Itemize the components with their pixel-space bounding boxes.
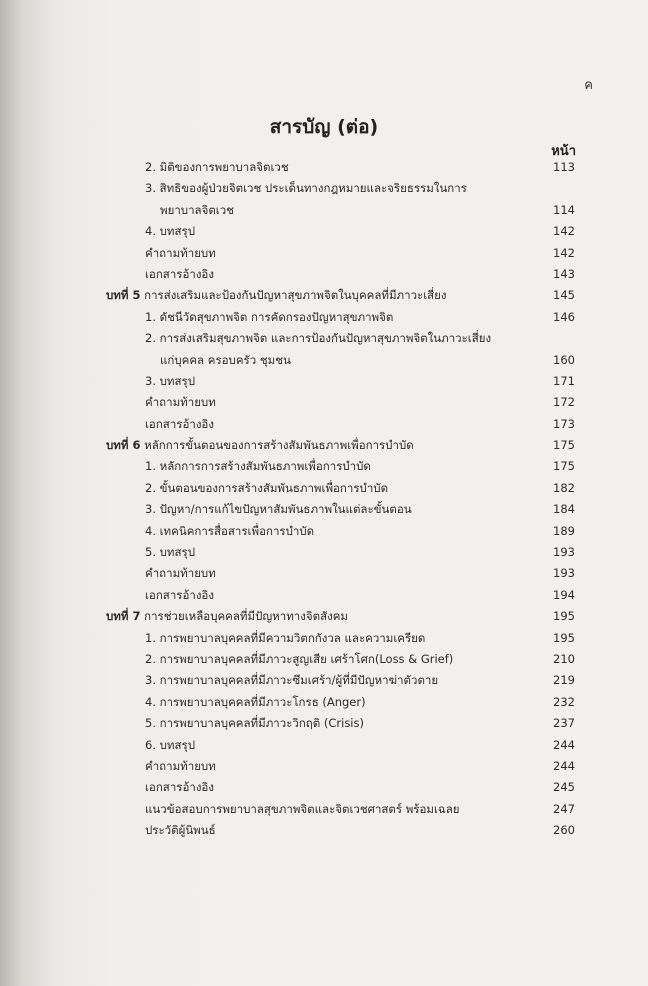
entry-label: คำถามท้ายบท xyxy=(145,395,216,410)
entry-page: 175 xyxy=(553,459,575,474)
page-letter: ค xyxy=(584,78,593,93)
entry-page: 142 xyxy=(553,224,575,239)
entry-page: 244 xyxy=(553,758,575,773)
entry-page: 194 xyxy=(553,587,575,602)
entry-label: 1. ดัชนีวัดสุขภาพจิต การคัดกรองปัญหาสุขภาพจิต xyxy=(145,309,394,324)
toc-entry-continuation xyxy=(0,200,648,221)
chapter-title: การช่วยเหลือบุคคลที่มีปัญหาทางจิตสังคม xyxy=(140,609,348,624)
entry-page: 219 xyxy=(553,673,575,688)
entry-page: 171 xyxy=(553,373,575,388)
entry-page: 145 xyxy=(553,288,575,303)
entry-label: พยาบาลจิตเวช xyxy=(160,202,234,217)
entry-page: 189 xyxy=(553,523,575,538)
entry-label: แนวข้อสอบการพยาบาลสุขภาพจิตและจิตเวชศาสตร์ พร้อมเฉลย xyxy=(145,801,460,816)
entry-page: 173 xyxy=(553,416,575,431)
entry-label: 4. บทสรุป xyxy=(145,224,196,239)
entry-page: 210 xyxy=(553,651,575,666)
toc-entry xyxy=(0,307,648,328)
entry-label: 3. บทสรุป xyxy=(145,373,196,388)
entry-page: 184 xyxy=(553,502,575,517)
toc-entry xyxy=(0,264,648,285)
page-title: สารบัญ (ต่อ) xyxy=(269,116,379,138)
chapter-number: บทที่ 5 xyxy=(106,288,141,303)
entry-label: 4. เทคนิคการสื่อสารเพื่อการบำบัด xyxy=(145,523,315,538)
toc-entry xyxy=(0,735,648,756)
entry-label: เอกสารอ้างอิง xyxy=(145,266,214,281)
toc-entry xyxy=(0,713,648,734)
entry-page: 142 xyxy=(553,245,575,260)
entry-page: 232 xyxy=(553,694,575,709)
toc-entry xyxy=(0,456,648,477)
entry-label: 3. ปัญหา/การแก้ไขปัญหาสัมพันธภาพในแต่ละขั้นตอน xyxy=(145,502,412,517)
entry-label: 2. มิติของการพยาบาลจิตเวช xyxy=(145,160,289,174)
entry-page: 245 xyxy=(553,780,575,795)
entry-label: แก่บุคคล ครอบครัว ชุมชน xyxy=(160,352,291,367)
toc-entry xyxy=(0,756,648,777)
entry-page: 195 xyxy=(553,609,575,624)
toc-entry xyxy=(0,328,648,349)
entry-label: 1. การพยาบาลบุคคลที่มีความวิตกกังวล และความเครียด xyxy=(145,630,426,645)
toc-entry xyxy=(0,649,648,670)
entry-label: คำถามท้ายบท xyxy=(145,758,216,773)
entry-page: 113 xyxy=(553,160,575,174)
toc-entry xyxy=(0,221,648,242)
toc-entry xyxy=(0,692,648,713)
page-column-header: หน้า xyxy=(551,144,576,159)
toc-entry xyxy=(0,243,648,264)
chapter-title: การส่งเสริมและป้องกันปัญหาสุขภาพจิตในบุคคลที่มีภาวะเสี่ยง xyxy=(140,288,447,303)
entry-label: 5. บทสรุป xyxy=(145,545,196,560)
entry-page: 114 xyxy=(553,202,575,217)
entry-label: 1. หลักการการสร้างสัมพันธภาพเพื่อการบำบัด xyxy=(145,459,371,474)
entry-page: 172 xyxy=(553,395,575,410)
chapter-title: หลักการขั้นตอนของการสร้างสัมพันธภาพเพื่อการบำบัด xyxy=(140,438,414,453)
entry-label: เอกสารอ้างอิง xyxy=(145,587,214,602)
toc-entry xyxy=(0,628,648,649)
toc-entry xyxy=(0,478,648,499)
entry-page: 193 xyxy=(553,566,575,581)
entry-label: 6. บทสรุป xyxy=(145,737,196,752)
entry-label: 2. การพยาบาลบุคคลที่มีภาวะสูญเสีย เศร้าโศก(Loss & Grief) xyxy=(145,651,454,666)
chapter-number: บทที่ 7 xyxy=(106,609,141,624)
entry-page: 182 xyxy=(553,480,575,495)
entry-page: 143 xyxy=(553,266,575,281)
entry-label: คำถามท้ายบท xyxy=(145,566,216,581)
entry-label: 2. ขั้นตอนของการสร้างสัมพันธภาพเพื่อการบำบัด xyxy=(145,480,389,495)
toc-entry xyxy=(0,542,648,563)
toc-entry xyxy=(0,585,648,606)
table-of-contents xyxy=(0,157,648,842)
entry-label: ประวัติผู้นิพนธ์ xyxy=(145,823,216,838)
entry-label: 4. การพยาบาลบุคคลที่มีภาวะโกรธ (Anger) xyxy=(145,694,366,709)
toc-entry-continuation xyxy=(0,350,648,371)
entry-page: 247 xyxy=(553,801,575,816)
chapter-number: บทที่ 6 xyxy=(106,438,141,453)
toc-entry xyxy=(0,157,648,178)
entry-label: 3. สิทธิของผู้ป่วยจิตเวช ประเด็นทางกฎหมายและจริยธรรมในการ xyxy=(145,181,467,196)
toc-chapter-6 xyxy=(0,435,648,456)
entry-label: 3. การพยาบาลบุคคลที่มีภาวะซึมเศร้า/ผู้ที่มีปัญหาฆ่าตัวตาย xyxy=(145,673,439,688)
toc-entry xyxy=(0,392,648,413)
entry-page: 160 xyxy=(553,352,575,367)
toc-entry xyxy=(0,799,648,820)
entry-label: คำถามท้ายบท xyxy=(145,245,216,260)
entry-page: 237 xyxy=(553,716,575,731)
entry-label: เอกสารอ้างอิง xyxy=(145,416,214,431)
toc-entry xyxy=(0,414,648,435)
entry-label: เอกสารอ้างอิง xyxy=(145,780,214,795)
entry-page: 195 xyxy=(553,630,575,645)
toc-entry xyxy=(0,563,648,584)
toc-entry xyxy=(0,521,648,542)
entry-page: 260 xyxy=(553,823,575,838)
toc-entry xyxy=(0,777,648,798)
entry-page: 175 xyxy=(553,438,575,453)
toc-entry xyxy=(0,820,648,841)
entry-label: 5. การพยาบาลบุคคลที่มีภาวะวิกฤติ (Crisis) xyxy=(145,716,364,731)
toc-entry xyxy=(0,670,648,691)
toc-entry xyxy=(0,371,648,392)
toc-entry xyxy=(0,499,648,520)
entry-page: 146 xyxy=(553,309,575,324)
toc-chapter-7 xyxy=(0,606,648,627)
entry-label: 2. การส่งเสริมสุขภาพจิต และการป้องกันปัญหาสุขภาพจิตในภาวะเสี่ยง xyxy=(145,331,492,346)
toc-entry xyxy=(0,178,648,199)
toc-chapter-5 xyxy=(0,285,648,306)
entry-page: 244 xyxy=(553,737,575,752)
entry-page: 193 xyxy=(553,545,575,560)
